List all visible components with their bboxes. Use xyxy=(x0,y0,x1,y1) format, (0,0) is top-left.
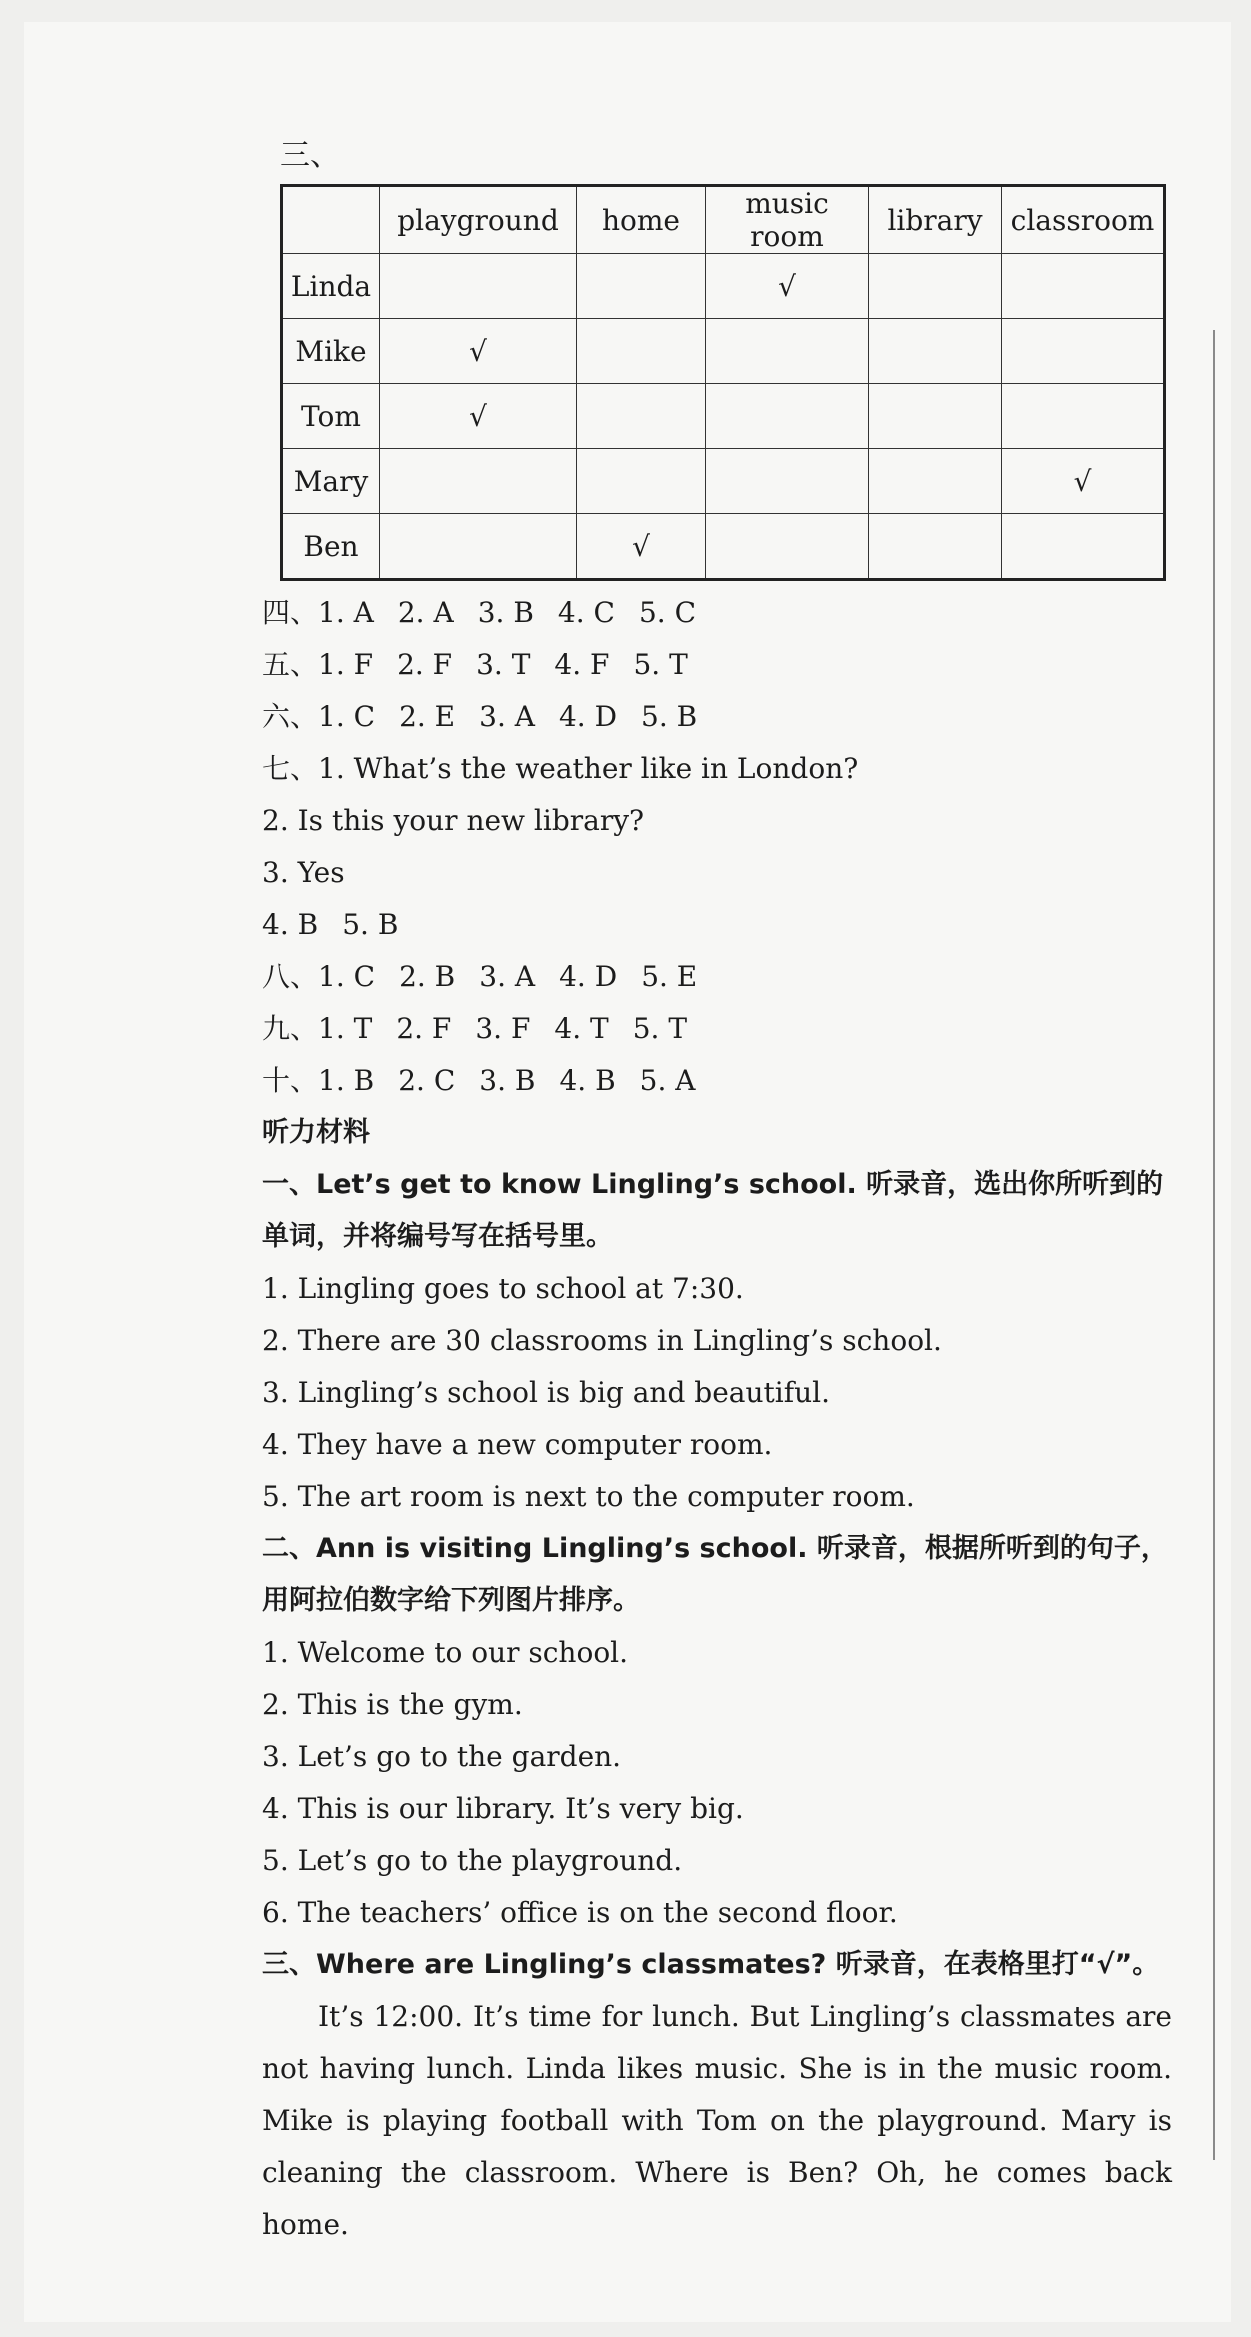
section-label: 十、 xyxy=(262,1064,319,1097)
row-name: Ben xyxy=(282,514,380,580)
answer-item: 1. C xyxy=(318,960,376,993)
check-cell xyxy=(1002,254,1165,319)
table-row xyxy=(282,319,1165,384)
list-item: 6. The teachers’ office is on the second floor. xyxy=(262,1896,898,1929)
table-corner-cell xyxy=(282,186,380,254)
answer-item: 4. D xyxy=(559,960,618,993)
list-item: 2. There are 30 classrooms in Lingling’s school. xyxy=(262,1324,942,1357)
answer-item: 5. B xyxy=(342,908,399,941)
answer-item: 1. A xyxy=(318,596,374,629)
list-item: 3. Lingling’s school is big and beautiful. xyxy=(262,1376,830,1409)
answer-item: 5. C xyxy=(638,596,696,629)
margin-rule xyxy=(1213,330,1215,2160)
answer-item: 5. B xyxy=(641,700,698,733)
answer-item: 1. F xyxy=(318,648,374,681)
section-3-label: 三、 xyxy=(280,138,340,173)
check-cell xyxy=(869,384,1002,449)
part1-title-a: 一、Let’s get to know Lingling’s school. 听录音，选出你所听到的 xyxy=(262,1169,1164,1200)
answer-line-7b: 2. Is this your new library? xyxy=(262,804,645,837)
answer-line-7c: 3. Yes xyxy=(262,856,345,889)
check-cell xyxy=(1002,514,1165,580)
check-cell: √ xyxy=(706,254,869,319)
answer-item: 5. T xyxy=(633,648,688,681)
check-cell xyxy=(577,254,706,319)
check-cell: √ xyxy=(380,319,577,384)
part3-paragraph: It’s 12:00. It’s time for lunch. But Lingling’s classmates are not having lunch. Linda likes music. She is in the music room. Mike is playing football with Tom on the playground. Mary is cleaning the classroom. Where is Ben? Oh, he comes back home. xyxy=(262,2000,1172,2241)
list-item: 4. This is our library. It’s very big. xyxy=(262,1792,744,1825)
col-header: library xyxy=(869,186,1002,254)
answer-line-4 xyxy=(262,587,1172,639)
answer-table xyxy=(280,184,1166,581)
answer-item: 1. What’s the weather like in London? xyxy=(318,752,859,785)
row-name: Mary xyxy=(282,449,380,514)
section-label: 四、 xyxy=(262,596,319,629)
table-header-row xyxy=(282,186,1165,254)
answer-item: 2. C xyxy=(398,1064,456,1097)
section-label: 五、 xyxy=(262,648,319,681)
answer-item: 2. B xyxy=(399,960,456,993)
answer-item: 4. D xyxy=(558,700,618,733)
row-name: Linda xyxy=(282,254,380,319)
answer-content xyxy=(262,128,1172,2251)
answer-item: 3. A xyxy=(479,700,535,733)
answer-line-7a xyxy=(262,743,1172,795)
answer-item: 5. T xyxy=(632,1012,687,1045)
check-cell xyxy=(577,319,706,384)
table-row xyxy=(282,449,1165,514)
check-cell xyxy=(1002,384,1165,449)
list-item: 1. Lingling goes to school at 7:30. xyxy=(262,1272,744,1305)
check-cell: √ xyxy=(380,384,577,449)
answer-item: 4. B xyxy=(559,1064,616,1097)
answer-item: 4. B xyxy=(262,908,319,941)
check-cell: √ xyxy=(1002,449,1165,514)
check-cell xyxy=(869,254,1002,319)
part2-title-a: 二、Ann is visiting Lingling’s school. 听录音，根据所听到的句子， xyxy=(262,1533,1168,1564)
answer-item: 2. F xyxy=(396,1012,452,1045)
answer-item: 5. A xyxy=(639,1064,696,1097)
answer-item: 3. F xyxy=(475,1012,531,1045)
list-item: 4. They have a new computer room. xyxy=(262,1428,773,1461)
section-label: 九、 xyxy=(262,1012,319,1045)
part1-title-b: 单词，并将编号写在括号里。 xyxy=(262,1221,613,1252)
answer-item: 4. F xyxy=(554,648,610,681)
answer-item: 1. C xyxy=(318,700,376,733)
check-cell xyxy=(869,319,1002,384)
answer-item: 1. B xyxy=(318,1064,375,1097)
row-name: Mike xyxy=(282,319,380,384)
list-item: 3. Let’s go to the garden. xyxy=(262,1740,622,1773)
table-row xyxy=(282,514,1165,580)
answer-item: 3. A xyxy=(479,960,536,993)
answer-line-9 xyxy=(262,1003,1172,1055)
answer-line-5 xyxy=(262,639,1172,691)
answer-item: 4. C xyxy=(557,596,615,629)
answer-line-6 xyxy=(262,691,1172,743)
list-item: 1. Welcome to our school. xyxy=(262,1636,629,1669)
check-cell xyxy=(380,449,577,514)
check-cell xyxy=(706,514,869,580)
check-cell xyxy=(706,319,869,384)
col-header: playground xyxy=(380,186,577,254)
check-cell xyxy=(577,384,706,449)
check-cell xyxy=(1002,319,1165,384)
part3-title: 三、Where are Lingling’s classmates? 听录音，在表格里打“√”。 xyxy=(262,1949,1160,1980)
answer-item: 1. T xyxy=(318,1012,373,1045)
answer-line-10 xyxy=(262,1055,1172,1107)
answer-item: 5. E xyxy=(641,960,698,993)
answer-item: 2. A xyxy=(397,596,454,629)
list-item: 2. This is the gym. xyxy=(262,1688,523,1721)
check-cell xyxy=(706,449,869,514)
section-label: 八、 xyxy=(262,960,319,993)
check-cell xyxy=(380,514,577,580)
section-label: 六、 xyxy=(262,700,319,733)
table-row xyxy=(282,254,1165,319)
col-header: music room xyxy=(706,186,869,254)
check-cell xyxy=(706,384,869,449)
list-item: 5. Let’s go to the playground. xyxy=(262,1844,683,1877)
answer-item: 4. T xyxy=(554,1012,609,1045)
row-name: Tom xyxy=(282,384,380,449)
col-header: classroom xyxy=(1002,186,1165,254)
check-cell xyxy=(869,514,1002,580)
check-cell: √ xyxy=(577,514,706,580)
check-cell xyxy=(380,254,577,319)
answer-item: 3. B xyxy=(479,1064,536,1097)
answer-line-8 xyxy=(262,951,1172,1003)
answer-item: 3. T xyxy=(476,648,531,681)
answer-item: 3. B xyxy=(477,596,534,629)
answer-item: 2. E xyxy=(399,700,456,733)
list-item: 5. The art room is next to the computer room. xyxy=(262,1480,915,1513)
part2-title-b: 用阿拉伯数字给下列图片排序。 xyxy=(262,1585,640,1616)
check-cell xyxy=(869,449,1002,514)
section-label: 七、 xyxy=(262,752,319,785)
answer-item: 2. F xyxy=(397,648,453,681)
listening-heading: 听力材料 xyxy=(262,1117,370,1148)
answer-line-7d xyxy=(262,899,1172,951)
table-row xyxy=(282,384,1165,449)
col-header: home xyxy=(577,186,706,254)
check-cell xyxy=(577,449,706,514)
